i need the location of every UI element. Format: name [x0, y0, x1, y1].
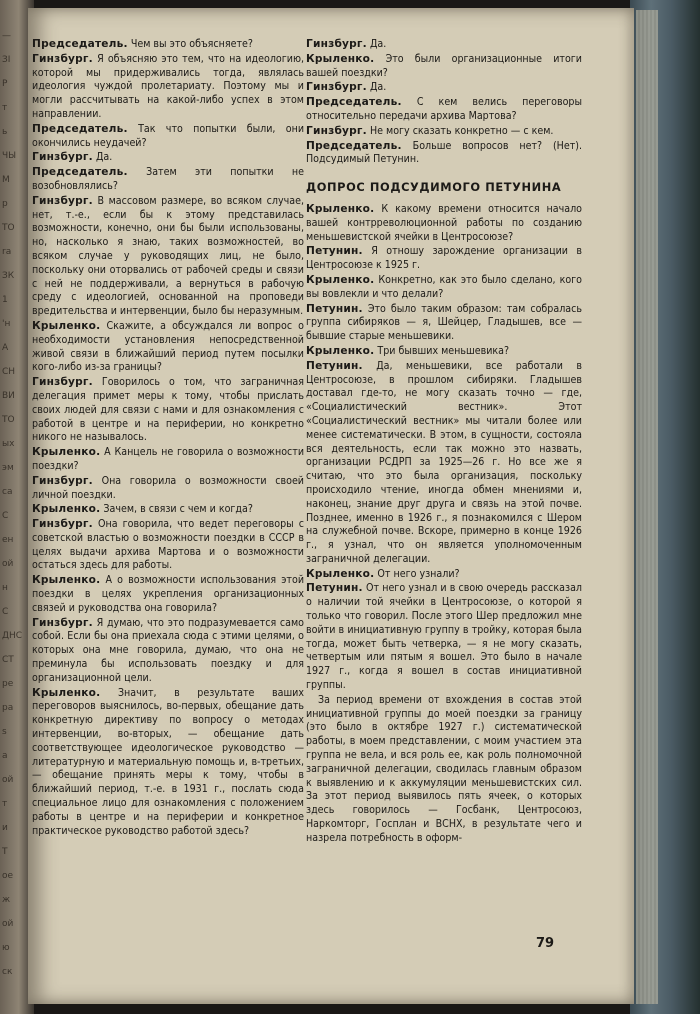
paragraph-text: Это было таким образом: там собралась группа сибиряков — я, Шейцер, Гладышев, все — бывшие старые меньшевики.: [306, 302, 582, 343]
speaker-name: Крыленко.: [306, 273, 375, 286]
adjacent-page-fragment: 'н: [2, 319, 11, 329]
adjacent-page-fragment: TO: [2, 415, 15, 425]
paragraph-text: Конкретно, как это было сделано, кого вы вовлекли и что делали?: [306, 273, 582, 300]
adjacent-page-fragment: eн: [2, 535, 14, 545]
adjacent-page-fragment: s: [2, 727, 7, 737]
paragraph-text: Три бывших меньшевика?: [377, 344, 510, 357]
paragraph: [32, 320, 304, 375]
adjacent-page-fragment: ЗК: [2, 271, 15, 281]
adjacent-page-fragment: pa: [2, 703, 14, 713]
paragraph-text: Говорилось о том, что заграничная делегация примет меры к тому, чтобы прислать своих людей для связи с нами и для ознакомления с работой в центре и на периферии, но конкретно никого не называлось.: [32, 376, 304, 444]
paragraph: [32, 166, 304, 194]
paragraph-text: Я отношу зарождение организации в Центросоюзе к 1925 г.: [306, 245, 582, 272]
speaker-name: Гинзбург.: [32, 616, 93, 629]
speaker-name: Крыленко.: [306, 202, 375, 215]
paragraph-text: С кем велись переговоры относительно передачи архива Мартова?: [306, 96, 582, 122]
adjacent-page-fragment: ой: [2, 919, 14, 929]
adjacent-page-fragment: ca: [2, 487, 13, 497]
speaker-name: Петунин.: [306, 302, 363, 315]
speaker-name: Гинзбург.: [306, 38, 367, 50]
paragraph-text: Да.: [369, 81, 387, 94]
paragraph: [32, 617, 304, 686]
speaker-name: Председатель.: [32, 122, 128, 135]
paragraph-text: Так что попытки были, они окончились неудачей?: [32, 122, 305, 149]
speaker-name: Гинзбург.: [32, 376, 93, 389]
adjacent-page-fragment: ЗI: [2, 55, 11, 65]
adjacent-page-fragment: CT: [2, 655, 14, 665]
speaker-name: Председатель.: [306, 96, 402, 109]
book-spine: [630, 0, 700, 1014]
speaker-name: Председатель.: [306, 139, 402, 152]
paragraph-text: Зачем, в связи с чем и когда?: [103, 503, 253, 516]
paragraph-text: За период времени от вхождения в состав этой инициативной группы до моей поездки за границу (это было в октябре 1927 г.) систематической работы, в моем представлении, с моим участием эта группа не вела, и вся роль ее, как роль полномочной заграничной делегации, сводилась главным образом к выявлению и к аккумуляции меньшевистских сил. За этот период выявилось пять ячеек, о которых здесь говорилось — Госбанк, Центросоюз, Наркомторг, Госплан и ВСНХ, в результате чего и назрела потребность в оформ-: [306, 693, 582, 844]
paragraph: [32, 446, 304, 474]
adjacent-page-fragment: н: [2, 583, 8, 593]
adjacent-page-fragment: —: [2, 31, 11, 41]
paragraph-text: К какому времени относится начало вашей контрреволюционной работы по созданию меньшевистской ячейки в Центросоюзе?: [306, 202, 583, 243]
adjacent-page-fragment: ь: [2, 127, 8, 137]
paragraph: [306, 245, 582, 273]
paragraph-text: Значит, в результате ваших переговоров выяснилось, во-первых, обещание дать конкретную директиву по вопросу о методах интервенции, во-вторых, — обещание дать соответствующее идеологическое руководство — литературную и материальную помощь и, в-третьих, — обещание принять меры к тому, чтобы в ближайший период, т.-е. в 1931 г., послать сюда специальное лицо для ознакомления с положением работы в центре и на периферии и конкретное практическое руководство работой здесь?: [32, 686, 304, 837]
paragraph: [32, 376, 304, 445]
adjacent-page-fragment: ой: [2, 559, 14, 569]
adjacent-page-fragment: ra: [2, 247, 12, 257]
paragraph: [306, 274, 582, 302]
adjacent-page-fragment: T: [2, 847, 8, 857]
paragraph-text: А Канцель не говорила о возможности поездки?: [32, 446, 305, 472]
paragraph-text: От него узнали?: [377, 567, 460, 580]
paragraph: [32, 503, 304, 517]
adjacent-page-fragment: ЧЫ: [2, 151, 17, 161]
adjacent-page-fragment: oe: [2, 871, 14, 881]
paragraph-text: От него узнал и в свою очередь рассказал о наличии той ячейки в Центросоюзе, о которой я только что говорил. После этого Шер предложил мне войти в инициативную группу в тройку, которая была тогда, может быть четверка, — я не могу сказать, четвертым или пятым я вошел. Это было в начале 1927 г., когда я вошел в состав инициативной группы.: [306, 582, 582, 692]
speaker-name: Петунин.: [306, 582, 363, 595]
paragraph-text: Больше вопросов нет? (Нет). Подсудимый Петунин.: [306, 139, 582, 166]
paragraph: [32, 123, 304, 151]
speaker-name: Крыленко.: [32, 319, 101, 332]
paragraph: [32, 518, 304, 573]
paragraph: [32, 475, 304, 503]
adjacent-page-fragment: СН: [2, 367, 16, 377]
paragraph: [306, 96, 582, 124]
adjacent-page-fragment: M: [2, 175, 10, 185]
adjacent-page-fragment: ых: [2, 439, 15, 449]
speaker-name: Крыленко.: [32, 503, 101, 516]
paragraph-text: Да.: [369, 38, 387, 50]
adjacent-page-fragment: ТО: [2, 223, 15, 233]
paragraph: [32, 574, 304, 615]
speaker-name: Гинзбург.: [32, 518, 93, 531]
speaker-name: Гинзбург.: [306, 81, 367, 94]
adjacent-page-fragment: C: [2, 607, 9, 617]
adjacent-page-fragment: 1: [2, 295, 8, 305]
speaker-name: Крыленко.: [306, 567, 375, 580]
speaker-name: Председатель.: [32, 38, 128, 50]
adjacent-page-fragment: ВИ: [2, 391, 15, 401]
adjacent-page-fragment: pe: [2, 679, 14, 689]
speaker-name: Председатель.: [32, 166, 128, 179]
adjacent-page-fragment: эм: [2, 463, 14, 473]
paragraph: [306, 203, 582, 244]
page-number: 79: [536, 936, 555, 951]
paragraph-text: Я объясняю это тем, что на идеологию, которой мы придерживались тогда, являлась идеология чуждой пролетариату. Поэтому мы и могли рассчитывать на какой-либо успех в этом направлении.: [32, 52, 304, 120]
speaker-name: Гинзбург.: [32, 194, 93, 207]
paragraph-text: В массовом размере, во всяком случае, нет, т.-е., если бы к этому представилась возможности, конечно, они бы были использованы, но, насколько я знаю, таких возможностей, во всяком случае у руководящих лиц, не было, поскольку они оторвались от рабочей среды и связи с ней не поддерживали, а вернуться в рабочую среду с идеологией, основанной на проповеди вредительства и интервенции, было бы неразумным.: [32, 194, 304, 318]
adjacent-page-fragment: C: [2, 511, 9, 521]
speaker-name: Гинзбург.: [32, 151, 93, 164]
paragraph-text: Не могу сказать конкретно — с кем.: [369, 124, 554, 137]
right-column: [306, 38, 582, 846]
book-page: [28, 8, 634, 1004]
left-column: [32, 38, 304, 838]
paragraph-text: Да.: [95, 151, 113, 164]
speaker-name: Крыленко.: [32, 446, 101, 459]
page-edges: [636, 10, 658, 1004]
speaker-name: Крыленко.: [32, 686, 101, 699]
paragraph-text: А о возможности использования этой поездки в целях укрепления организационных связей и руководства она говорила?: [32, 574, 305, 614]
adjacent-page-fragment: т: [2, 103, 8, 113]
speaker-name: Крыленко.: [306, 52, 375, 65]
speaker-name: Гинзбург.: [306, 124, 367, 137]
adjacent-page-fragment: т: [2, 799, 8, 809]
speaker-name: Гинзбург.: [32, 474, 93, 487]
adjacent-page-fragment: а: [2, 751, 8, 761]
paragraph-text: Да, меньшевики, все работали в Центросоюзе, в прошлом сибиряки. Гладышев доставал где-то, не могу сказать точно — где, «Социалистический вестник». Этот «Социалистический вестник» мы читали более или менее систематически. В этом, в сущности, состояла вся деятельность, если так можно это назвать, организации РСДРП за 1925—26 г. Но все же я считаю, что это была организация, поскольку происходило чтение, иногда обмен мнениями и, наконец, знание друг друга и связь на этой почве. Позднее, именно в 1926 г., я познакомился с Шером на служебной почве. Вскоре, примерно в конце 1926 г., я узнал, что он является уполномоченным заграничной делегации.: [306, 359, 583, 565]
adjacent-page-fragment: P: [2, 79, 8, 89]
adjacent-page-fragment: ю: [2, 943, 10, 953]
paragraph-text: Она говорила о возможности своей личной поездки.: [32, 474, 304, 501]
paragraph: [306, 360, 582, 567]
paragraph: [306, 81, 582, 95]
adjacent-page-fragment: ой: [2, 775, 14, 785]
paragraph: [306, 38, 582, 52]
paragraph: [306, 303, 582, 344]
speaker-name: Петунин.: [306, 245, 363, 258]
paragraph: [306, 582, 582, 692]
paragraph: [306, 345, 582, 359]
paragraph-text: Затем эти попытки не возобновлялись?: [32, 166, 305, 192]
paragraph-text: Она говорила, что ведет переговоры с советской властью о возможности поездки в СССР в целях выдачи архива Мартова и о возможности остаться здесь для работы.: [32, 518, 304, 572]
paragraph: [306, 53, 582, 81]
paragraph: [32, 151, 304, 165]
adjacent-page-fragment: р: [2, 199, 8, 209]
adjacent-page-fragment: ДНС: [2, 631, 23, 641]
paragraph: [306, 140, 582, 168]
paragraph: [32, 53, 304, 122]
paragraph: [32, 195, 304, 319]
speaker-name: Петунин.: [306, 359, 363, 372]
adjacent-page-fragment: и: [2, 823, 8, 833]
paragraph: [32, 38, 304, 52]
adjacent-page-fragment: ск: [2, 967, 13, 977]
paragraph-text: Скажите, а обсуждался ли вопрос о необходимости установления непосредственной живой связи в ближайший период путем посылки кого-либо из-за границы?: [32, 319, 304, 374]
adjacent-page-fragment: ж: [2, 895, 11, 905]
paragraph: [306, 694, 582, 846]
section-heading: ДОПРОС ПОДСУДИМОГО ПЕТУНИНА: [306, 180, 562, 195]
adjacent-page-fragment: A: [2, 343, 9, 353]
speaker-name: Крыленко.: [32, 574, 101, 587]
speaker-name: Гинзбург.: [32, 52, 93, 65]
paragraph: [32, 687, 304, 839]
paragraph-text: Это были организационные итоги вашей поездки?: [306, 52, 582, 79]
paragraph: [306, 125, 582, 139]
paragraph-text: Чем вы это объясняете?: [130, 38, 253, 50]
paragraph: [306, 568, 582, 582]
speaker-name: Крыленко.: [306, 344, 375, 357]
paragraph-text: Я думаю, что это подразумевается само собой. Если бы она приехала сюда с этими целями, о которых она мне говорила, думаю, что она не преминула бы использовать поездку и для организационной цели.: [32, 616, 304, 684]
